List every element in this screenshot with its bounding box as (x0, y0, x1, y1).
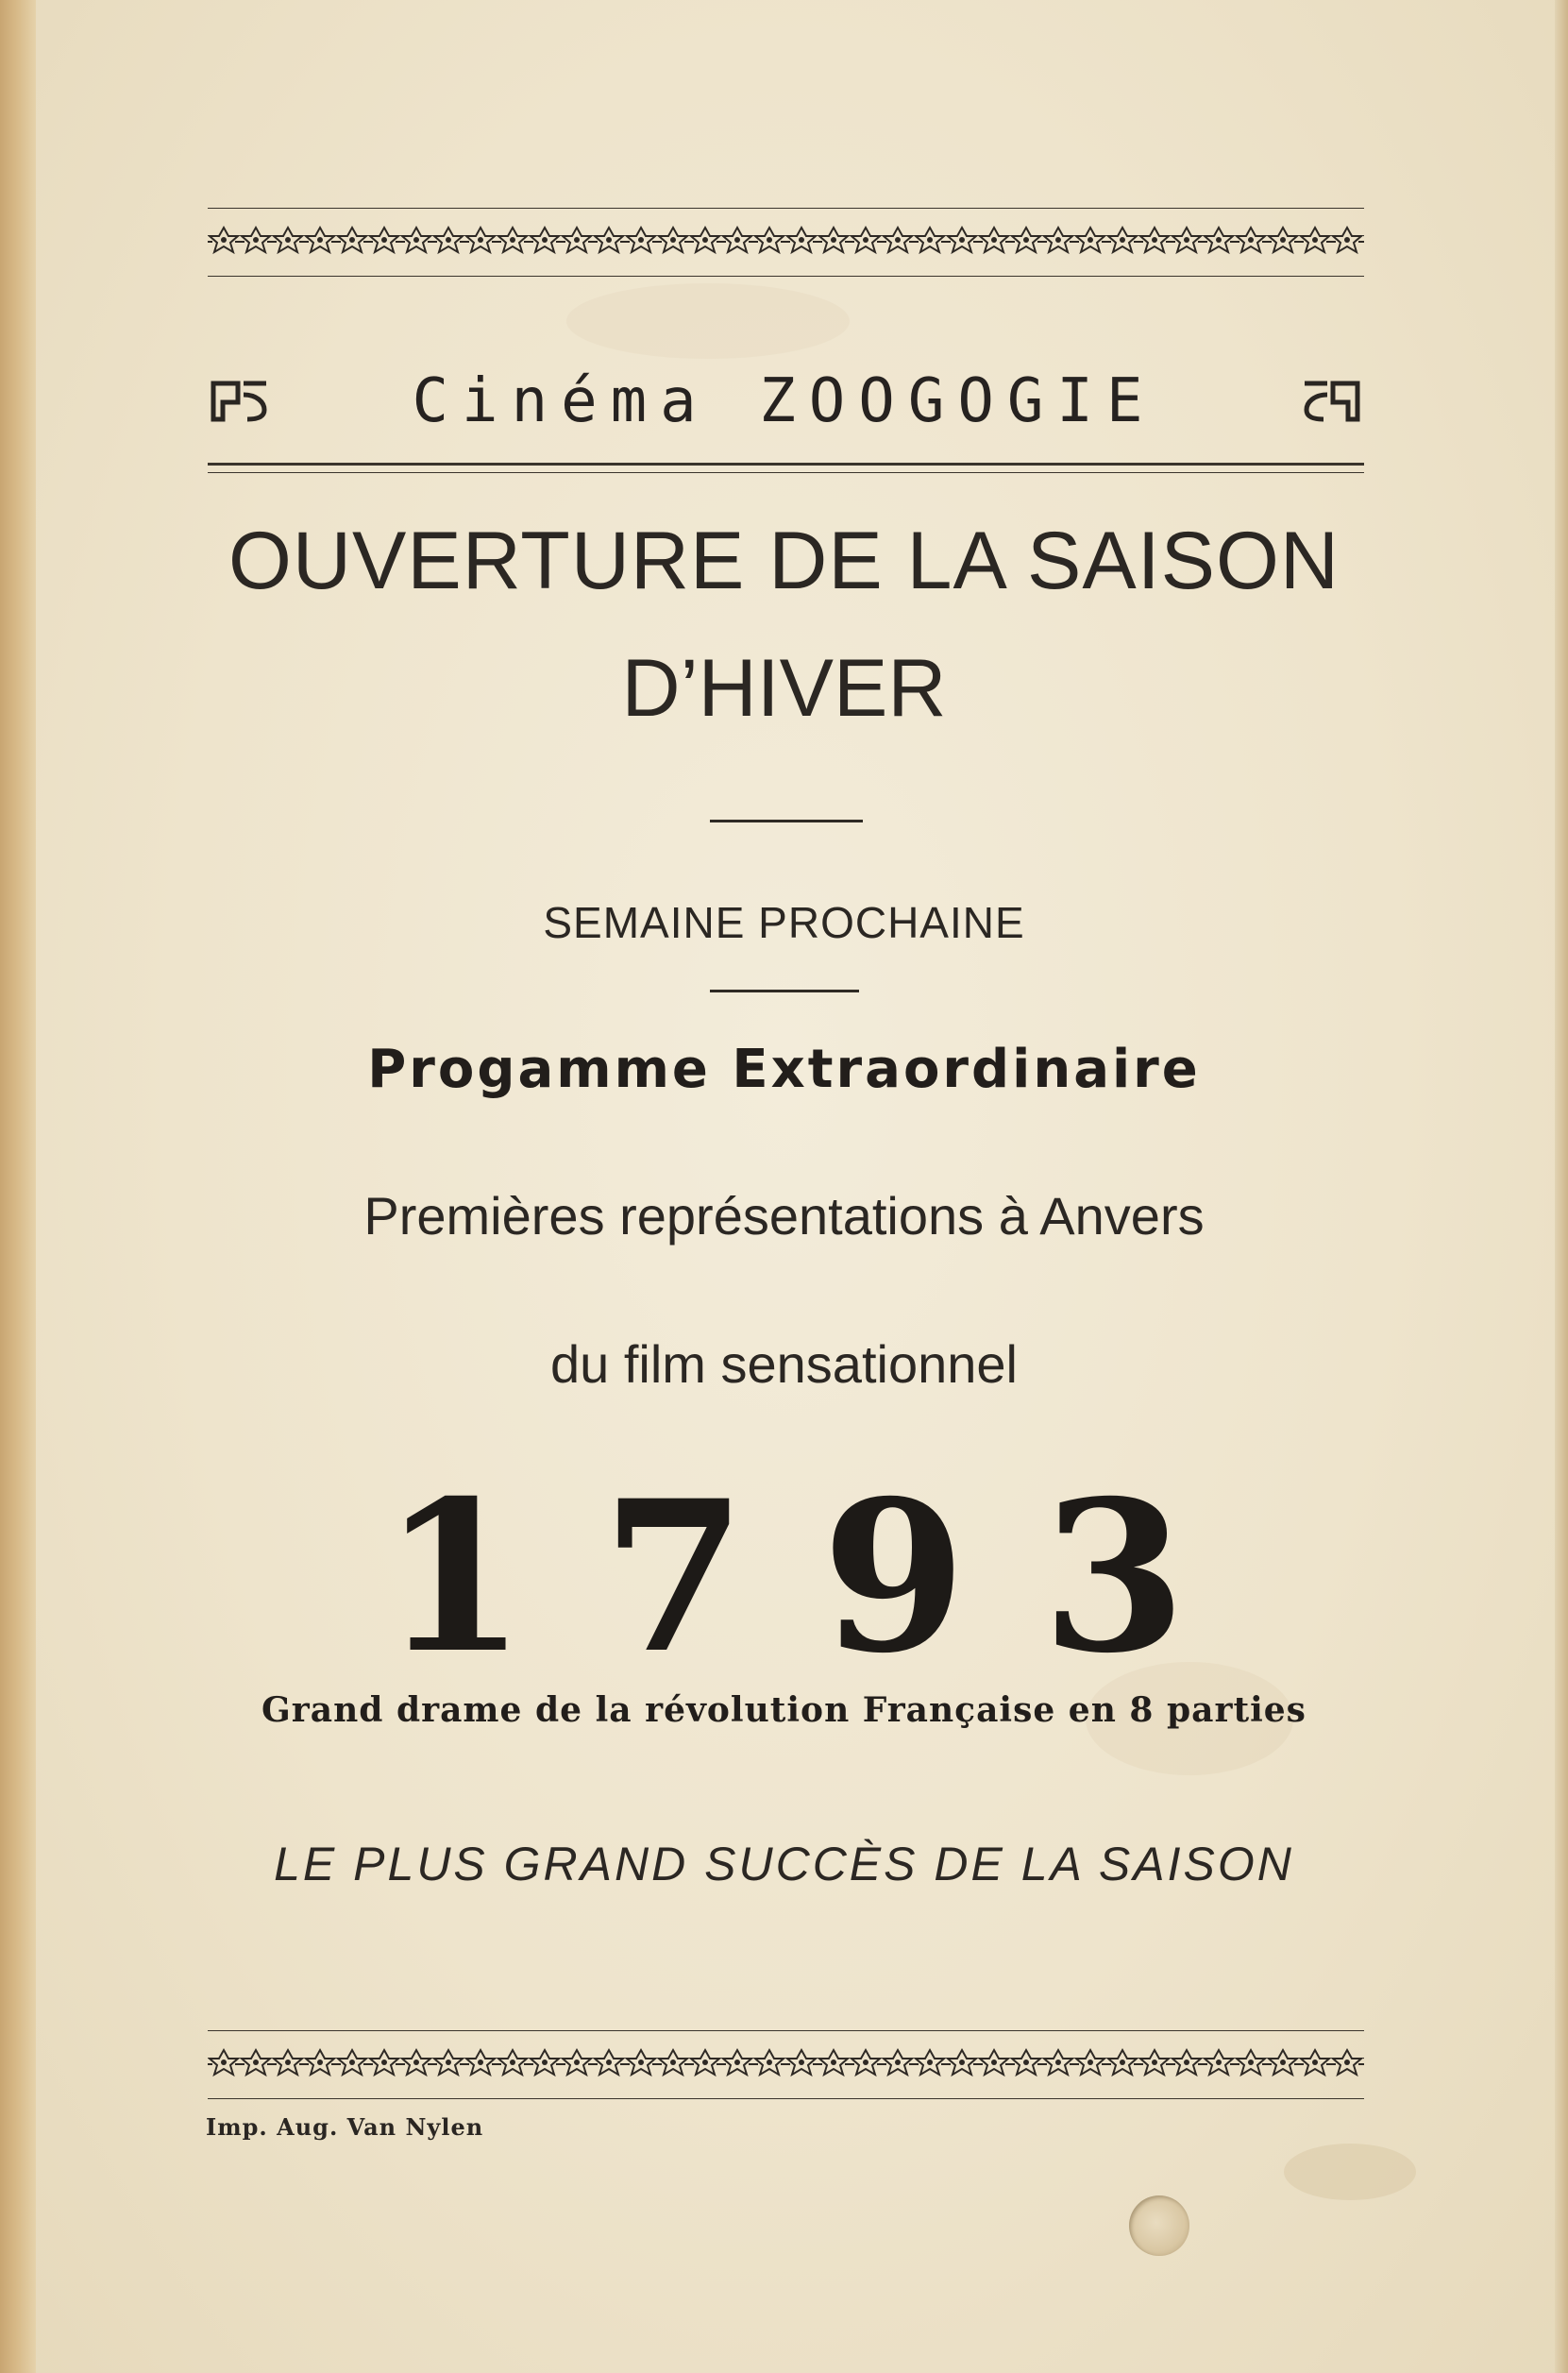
top-border-rule-lower (208, 276, 1364, 277)
film-line: du film sensationnel (550, 1334, 1018, 1394)
premieres-line: Premières représentations à Anvers (363, 1186, 1205, 1246)
paper-stain (1284, 2144, 1416, 2200)
tagline: LE PLUS GRAND SUCCÈS DE LA SAISON (274, 1838, 1294, 1890)
top-ornament-band (208, 222, 1364, 262)
printer-credit: Imp. Aug. Van Nylen (206, 2113, 484, 2141)
bottom-border-rule-lower (208, 2098, 1364, 2099)
paper-stain (566, 283, 850, 359)
short-divider (710, 820, 863, 822)
short-divider (710, 990, 859, 992)
semaine-prochaine: SEMAINE PROCHAINE (543, 898, 1025, 947)
film-subtitle: Grand drame de la révolution Française en 8 parties (261, 1690, 1307, 1730)
film-year-title: 1793 (381, 1454, 1262, 1699)
cinema-name: Cinéma ZOOGOGIE (412, 366, 1156, 436)
header-divider-thin (208, 472, 1364, 473)
bottom-border-rule (208, 2030, 1364, 2031)
binding-hole (1129, 2195, 1189, 2256)
header-divider (208, 463, 1364, 466)
top-border-rule (208, 208, 1364, 209)
bottom-ornament-band (208, 2044, 1364, 2084)
headline-line-2: D’HIVER (621, 643, 947, 734)
right-decorative-icon (1301, 378, 1361, 425)
programme-title: Progamme Extraordinaire (367, 1039, 1201, 1100)
headline-line-1: OUVERTURE DE LA SAISON (228, 516, 1340, 606)
